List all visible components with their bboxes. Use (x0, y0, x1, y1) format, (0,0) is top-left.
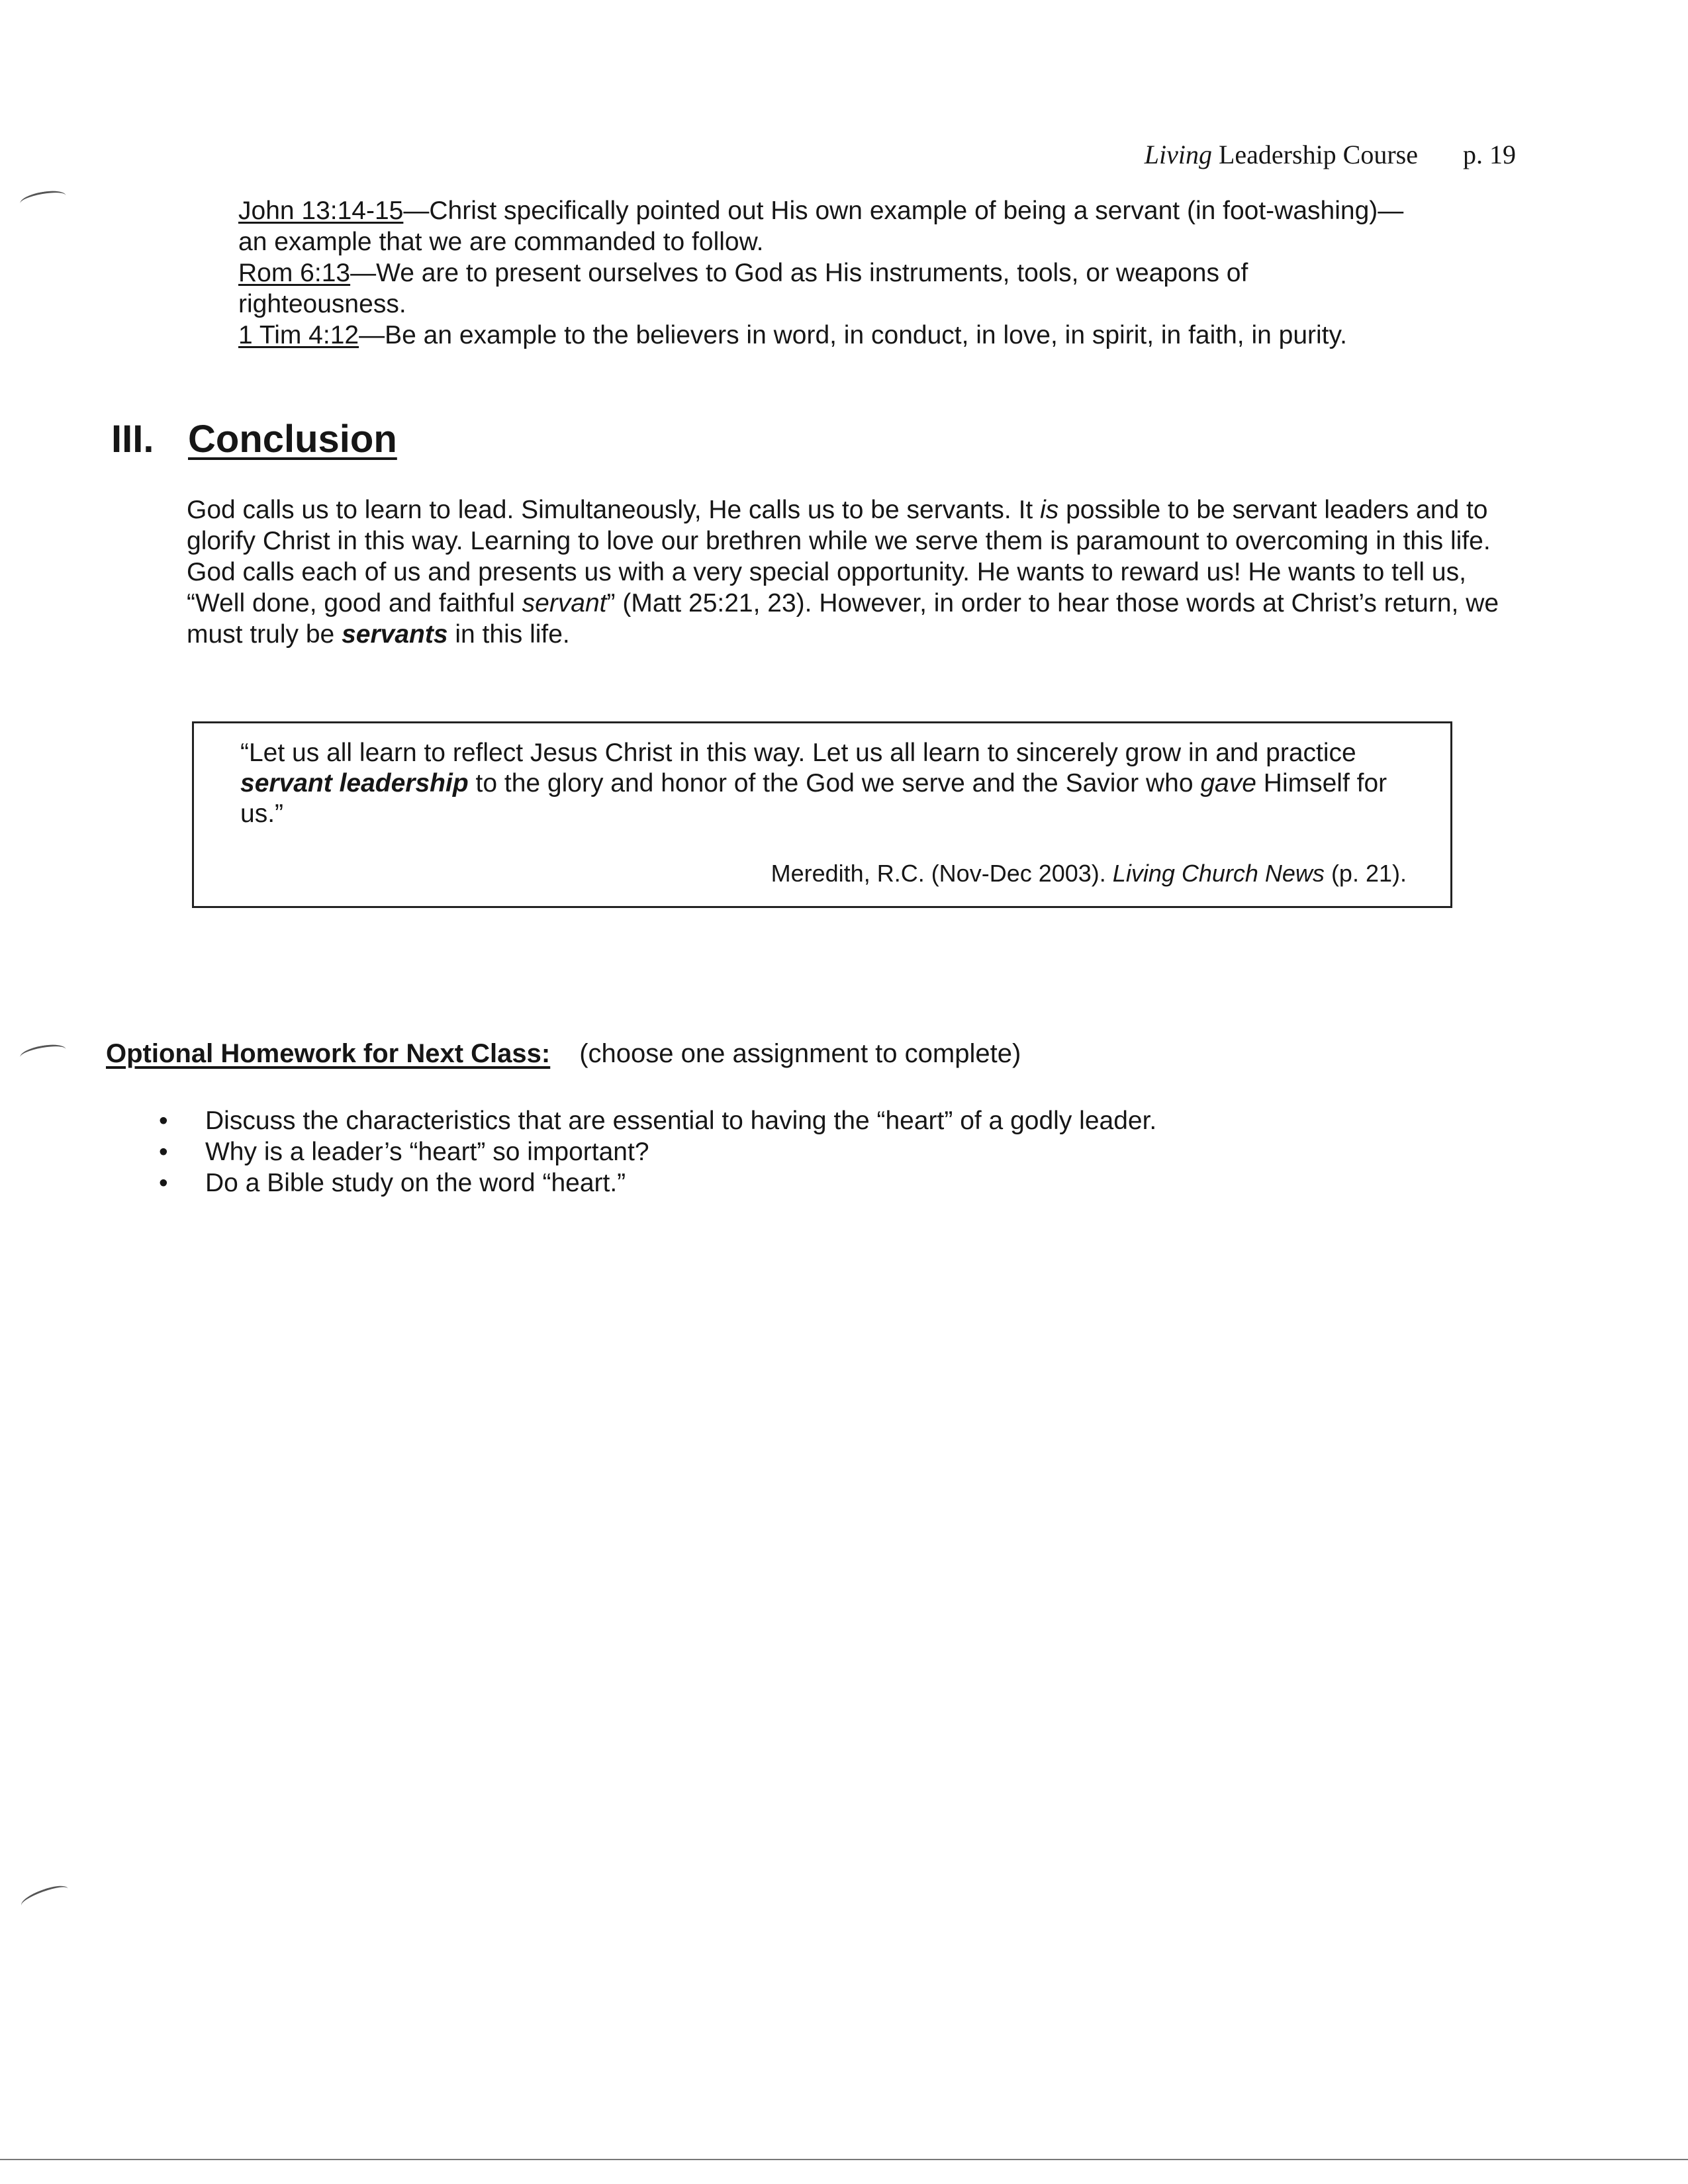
citation-author: Meredith, R.C. (Nov-Dec 2003). (771, 860, 1113, 887)
binder-hole-mark (19, 188, 68, 211)
page-header (1145, 139, 1516, 170)
quote-emphasis: gave (1200, 769, 1256, 797)
scripture-text-continued: righteousness. (238, 290, 406, 318)
conclusion-strong-emphasis: servants (342, 620, 448, 649)
scripture-text-continued: an example that we are commanded to follow. (238, 228, 764, 256)
homework-item: • Do a Bible study on the word “heart.” (159, 1167, 1156, 1199)
quote-part: to the glory and honor of the God we serve and the Savior who (468, 769, 1201, 797)
homework-title: Optional Homework for Next Class: (106, 1039, 551, 1068)
homework-item: • Discuss the characteristics that are essential to having the “heart” of a godly leader. (159, 1105, 1156, 1136)
quote-citation (771, 858, 1407, 889)
conclusion-text: God calls us to learn to lead. Simultaneously, He calls us to be servants. It (187, 496, 1041, 524)
scripture-reference: Rom 6:13 (238, 259, 351, 287)
quote-text (240, 738, 1397, 829)
scripture-item (238, 195, 1529, 257)
course-title (1145, 140, 1418, 169)
scripture-item (238, 320, 1529, 351)
scripture-text: —Be an example to the believers in word, in conduct, in love, in spirit, in faith, in purity. (359, 321, 1347, 349)
quote-part: Himself for us.” (240, 769, 1387, 828)
page-number: p. 19 (1463, 140, 1516, 169)
conclusion-paragraph (187, 494, 1524, 650)
course-title-rest: Leadership Course (1211, 140, 1418, 169)
section-heading (111, 417, 397, 461)
scripture-reference: John 13:14-15 (238, 197, 404, 225)
section-title: Conclusion (188, 418, 397, 461)
homework-note: (choose one assignment to complete) (579, 1039, 1021, 1068)
quote-box (192, 721, 1452, 908)
course-title-italic: Living (1144, 140, 1212, 169)
scripture-text: —Christ specifically pointed out His own example of being a servant (in foot-washing)— (403, 197, 1404, 225)
conclusion-text: in this life. (447, 620, 570, 649)
conclusion-emphasis: is (1040, 496, 1059, 524)
homework-list (159, 1105, 1156, 1199)
citation-source: Living Church News (1112, 860, 1325, 887)
quote-part: “Let us all learn to reflect Jesus Christ in this way. Let us all learn to sincerely grow in and practice (240, 739, 1356, 767)
page-bottom-edge (0, 2159, 1688, 2160)
citation-page: (p. 21). (1324, 860, 1407, 887)
scripture-reference: 1 Tim 4:12 (238, 321, 359, 349)
scripture-text: —We are to present ourselves to God as His instruments, tools, or weapons of (350, 259, 1248, 287)
scripture-item (238, 257, 1529, 320)
conclusion-text: possible to be servant leaders and to glorify Christ in this way. Learning to love our brethren while we serve them is paramount to overcoming in this life. God calls each of us and presents us with a very special opportunity. He wants to reward us! He wants to tell us, “Well done, good and faithful (187, 496, 1491, 617)
binder-hole-mark (19, 1882, 70, 1913)
quote-strong-emphasis: servant leadership (240, 769, 469, 797)
homework-item: • Why is a leader’s “heart” so important? (159, 1136, 1156, 1167)
conclusion-emphasis: servant (522, 589, 607, 617)
homework-heading (106, 1039, 1021, 1069)
scripture-list (238, 195, 1529, 351)
conclusion-text: ” (Matt 25:21, 23). However, in order to hear those words at Christ’s return, we must truly be (187, 589, 1499, 649)
binder-hole-mark (19, 1042, 68, 1065)
section-numeral: III. (111, 418, 154, 461)
